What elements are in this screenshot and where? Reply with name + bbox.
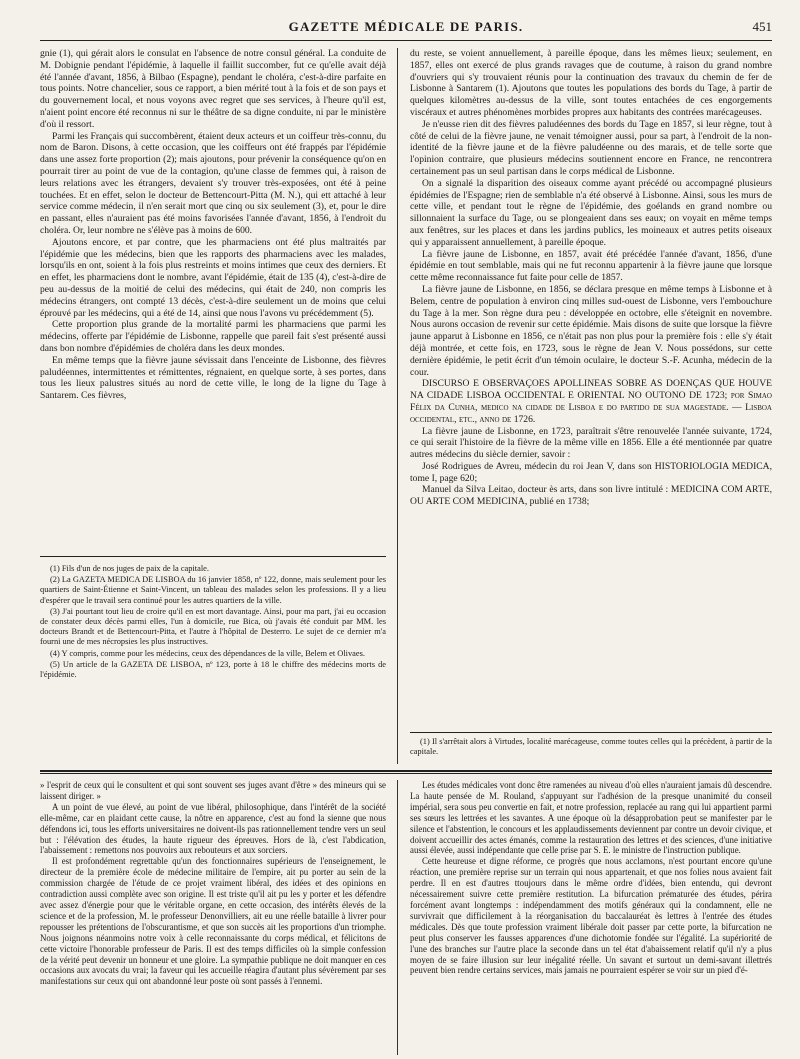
footnote: (2) La GAZETA MEDICA DE LISBOA du 16 janvier 1858, nº 122, donne, mais seulement pour les quartiers de Saint-Étienne et Saint-Vincent, un tableau des malades selon les professions. Il y a lieu d'espérer que le travail sera continué pour les autres quartiers de la ville. [40,575,386,605]
footnote-divider [40,556,386,557]
paragraph: Je n'eusse rien dit des fièvres paludéennes des bords du Tage en 1857, si leur règne, tout à côté de celui de la fièvre jaune, ne venait témoigner aussi, pour sa part, à l'endroit de la non-identité de la fièvre jaune et de la fièvre paludéenne ou des marais, et de telle sorte que l'opinion contraire, que plusieurs médecins soutiennent encore en France, ne rencontrera certainement pas un seul partisan dans le corps médical de Lisbonne. [410,118,772,177]
paragraph: Cette heureuse et digne réforme, ce progrès que nous acclamons, n'est pourtant encore qu'une réaction, une première reprise sur un terrain qui nous appartenait, et que nos folies nous avaient fait perdre. Il en est d'autres ttoujours dans le même ordre d'idées, bien entendu, qui devront nécessairement suivre cette première restitution. La bifurcation prématurée des études, périra forcément avant longtemps : indépendamment des motifs généraux qui la condamnent, elle ne survivrait que difficilement à la réorganisation du baccalauréat ès lettres à l'entrée des études médicales. Dès que toute profession vraiment libérale doit passer par cette porte, la bifurcation ne peut plus conserver les fausses apparences d'une dichotomie fondée sur l'égalité. La supériorité de l'une des branches sur l'autre place la seconde dans un tel état d'abaissement relatif qu'il n'y a plus moyen de se faire illusion sur leur inégalité réelle. Un savant et surtout un demi-savant illettrés peuvent bien rendre certains services, mais jamais ne pourraient espérer se voir sur un pied d'é- [410,856,772,976]
paragraph: En même temps que la fièvre jaune sévissait dans l'enceinte de Lisbonne, des fièvres paludéennes, intermittentes et rémittentes, régnaient, en quelque sorte, à ses portes, dans tous les lieux palustres situés au nord de cette ville, le long de la ligne du Tage à Santarem. Ces fièvres, [40,354,386,402]
footnote: (3) J'ai pourtant tout lieu de croire qu'il en est mort davantage. Ainsi, pour ma part, j'ai eu occasion de constater deux décès parmi elles, l'un à domicile, rue Bica, où j'avais été conduit par MM. les docteurs Brandt et de Bettencourt-Pitta, et l'autre à l'hôpital de Desterro. Le sujet de ce dernier m'a fourni une de mes nécropsies les plus instructives. [40,606,386,647]
page-number: 451 [752,19,772,34]
lower-right-column [410,780,772,1055]
paragraph: Il est profondément regrettable qu'un des fonctionnaires supérieurs de l'enseignement, le directeur de la première école de médecine militaire de l'empire, ait pu porter au sein de la commission chargée de l'étude de ce projet vraiment libéral, des idées et des opinions en contradiction aussi complète avec son origine. Il est triste qu'il ait pu les y porter et les défendre avec assez d'énergie pour que le véritable organe, en cette occasion, des intérêts élevés de la science et de la profession, M. le professeur Denonvilliers, ait eu une réelle bataille à livrer pour repousser les prétentions de l'obscurantisme, et que son succès ait les proportions d'un triomphe. Nous joignons néanmoins notre voix à celle reconnaissante du corps médical, et félicitons de cette victoire l'honorable professeur de Paris. Il est des temps difficiles où la simple confession de la vérité peut devenir un honneur et une gloire. La sympathie publique ne doit manquer en ces occasions aux avocats du vrai; la faveur qui les accueille réagira d'autant plus sévèrement par ses manifestations sur ceux qui ont abandonné leur poste où sont passés à l'ennemi. [40,856,386,987]
page-header [40,10,772,41]
paragraph: José Rodrigues de Avreu, médecin du roi Jean V, dans son HISTORIOLOGIA MEDICA, tome I, page 620; [410,460,772,484]
paragraph: Les études médicales vont donc être ramenées au niveau d'où elles n'auraient jamais dû descendre. La haute pensée de M. Rouland, s'appuyant sur l'adhésion de la presque unanimité du conseil impérial, sera sous peu convertie en fait, et notre profession, replacée au rang qui lui appartient parmi ses sœurs les lettrées et les savantes. A une époque où la désapprobation peut se manifester par le silence et l'abstention, le concours et les applaudissements deviennent par contre un devoir civique, et doivent accueillir des actes émanés, comme la restauration des lettres et des sciences, d'une initiative aussi élevée, aussi indépendante que celle prise par S. E. le ministre de l'instruction publique. [410,780,772,856]
footnote: (5) Un article de la GAZETA DE LISBOA, nº 123, porte à 18 le chiffre des médecins morts de l'épidémie. [40,659,386,680]
paragraph: La fièvre jaune de Lisbonne, en 1857, avait été précédée l'année d'avant, 1856, d'une épidémie en tout semblable, mais qui ne fut reconnu appartenir à la fièvre jaune que lorsque cette même reconnaissance fut faite pour celle de 1857. [410,248,772,284]
upper-left-column [40,48,386,551]
paragraph: On a signalé la disparition des oiseaux comme ayant précédé ou accompagné plusieurs épidémies de l'Espagne; rien de semblable n'a été observé à Lisbonne. Ainsi, sous les murs de cette ville, et pendant tout le règne de l'épidémie, des goélands en grand nombre ou sillonnaient la surface du Tage, ou se plongeaient dans ses eaux; on voyait en même temps aux fenêtres, sur les places et dans les jardins publics, les moineaux et autres petits oiseaux qui y apparaissent annuellement, à pareille époque. [410,177,772,248]
paragraph: gnie (1), qui gérait alors le consulat en l'absence de notre consul général. La conduite de M. Dobignie pendant l'épidémie, à laquelle il faillit succomber, fut ce qu'elle avait déjà été l'année d'avant, 1856, à Bilbao (Espagne), pendant le choléra, c'est-à-dire parfaite en tous points. Notre chancelier, sous ce rapport, a bien mérité tout à la fois et de son pays et du gouvernement local, et nous voyons avec regret que ses services, à l'heure qu'il est, n'aient point encore été reconnus ni sur le théâtre de sa digne conduite, ni par le ministère d'où il ressort. [40,48,386,130]
journal-title: GAZETTE MÉDICALE DE PARIS. [288,19,524,34]
paragraph: La fièvre jaune de Lisbonne, en 1723, paraîtrait s'être renouvelée l'année suivante, 1724, ce qui serait l'histoire de la fièvre de la même ville en 1856. Elle a été mentionnée par quatre autres médecins du siècle dernier, savoir : [410,425,772,461]
upper-right-footnotes [410,737,772,765]
footnote-divider [410,732,772,733]
paragraph: Ajoutons encore, et par contre, que les pharmaciens ont été plus maltraités par l'épidémie que les médecins, bien que les rapports des pharmaciens avec les malades, lorsqu'ils en ont, soient à la fois plus restreints et moins intimes que ceux des derniers. Et en effet, les pharmaciens dont le nombre, avant l'épidémie, était de 135 (4), c'est-à-dire de peu au-dessus de la moitié de celui des médecins, qui était de 240, non compris les médecins étrangers, ont compté 13 décès, c'est-à-dire seulement un de moins que celui éprouvé par les médecins, qui a été de 14, ainsi que nous l'avons vu précédemment (5). [40,236,386,319]
section-divider [40,770,772,772]
upper-right-column [410,48,772,726]
footnote: (1) Fils d'un de nos juges de paix de la capitale. [50,564,209,573]
lower-left-column [40,780,386,1055]
footnote: (1) Il s'arrêtait alors à Virtudes, localité marécageuse, comme toutes celles qui la précèdent, à partir de la capitale. [410,737,772,757]
upper-left-footnotes [40,564,386,764]
paragraph: » l'esprit de ceux qui le consultent et qui sont souvent ses juges avant d'être » des mineurs qui se laissent diriger. » [40,780,386,801]
paragraph: Manuel da Silva Leitao, docteur ès arts, dans son livre intitulé : MEDICINA COM ARTE, OU ARTE COM MEDICINA, publié en 1738; [410,484,772,508]
paragraph: du reste, se voient annuellement, à pareille époque, dans les mêmes lieux; seulement, en 1857, elles ont exercé de plus grands ravages que de coutume, à raison du grand nombre d'ouvriers qui s'y trouvaient réunis pour la continuation des travaux du chemin de fer de Lisbonne à Santarem (1). Ajoutons que toutes les populations des bords du Tage, à partir de quelques kilomètres au-dessus de la ville, sont toutes entachées de ces engorgements viscéraux et autres phénomènes morbides propres aux habitants des contrées marécageuses. [410,48,772,118]
section-divider-thin [40,773,772,774]
citation: DISCURSO E OBSERVAÇOES APOLLINEAS SOBRE AS DOENÇAS QUE HOUVE NA CIDADE LISBOA OCCIDENTAL E ORIENTAL NO OUTONO DE 1723; por Simao Félix da Cunha, medico na cidade de Lisboa e do partido de sua magestade. — Lisboa occidental, etc., anno de 1726. [410,378,772,425]
column-divider [397,780,398,1055]
paragraph: La fièvre jaune de Lisbonne, en 1856, se déclara presque en même temps à Lisbonne et à Belem, centre de population à environ cinq milles sud-ouest de Lisbonne, vers l'embouchure du Tage à la mer. Son règne dura peu : développée en octobre, elle s'éteignit en novembre. Nous aurons occasion de revenir sur cette épidémie. Mais disons de suite que lorsque la fièvre jaune apparut à Lisbonne en 1856, ce n'était pas non plus pour la première fois : elle s'y était déjà montrée, et cette fois, en 1723, sous le règne de Jean V. Nous possédons, sur cette dernière épidémie, le petit écrit d'un témoin oculaire, le docteur S.-F. Acunha, médecin de la cour. [410,283,772,378]
paragraph: Cette proportion plus grande de la mortalité parmi les pharmaciens que parmi les médecins, offerte par l'épidémie de Lisbonne, rappelle que pareil fait s'est présenté aussi dans bon nombre d'épidémies de choléra dans les deux mondes. [40,319,386,354]
paragraph: Parmi les Français qui succombèrent, étaient deux acteurs et un coiffeur très-connu, du nom de Baron. Disons, à cette occasion, que les coiffeurs ont été frappés par l'épidémie dans une assez forte proportion (2); mais ajoutons, pour prévenir la conséquence qu'on en pourrait tirer au point de vue de la contagion, qu'une classe de femmes qui, à raison de leurs relations avec les étrangers, devaient s'y trouver très-exposées, ont été à peine touchées. Et en effet, selon le docteur de Bettencourt-Pitta (M. N.), qui ett attaché à leur service comme médecin, il n'en serait mort que cinq ou six seulement (3), et, pour le dire en passant, elles n'auraient pas été moins favorisées l'année d'avant, 1856, à l'endroit du choléra. Or, leur nombre ne s'élève pas à moins de 600. [40,130,386,236]
paragraph: A un point de vue élevé, au point de vue libéral, philosophique, dans l'intérêt de la société elle-même, car en plaidant cette cause, la nôtre en apparence, c'est au fond la sienne que nous défendons ici, tous les efforts universitaires ne doivent-ils pas rationnellement tendre vers un seul but : l'élévation des études, la haute rigueur des épreuves. Hors de là, c'est l'abdication, l'abaissement : remettons nos pouvoirs aux rebouteurs et aux sorciers. [40,801,386,856]
footnote: (4) Y compris, comme pour les médecins, ceux des dépendances de la ville, Belem et Olivaes. [50,648,365,658]
column-divider [397,48,398,764]
